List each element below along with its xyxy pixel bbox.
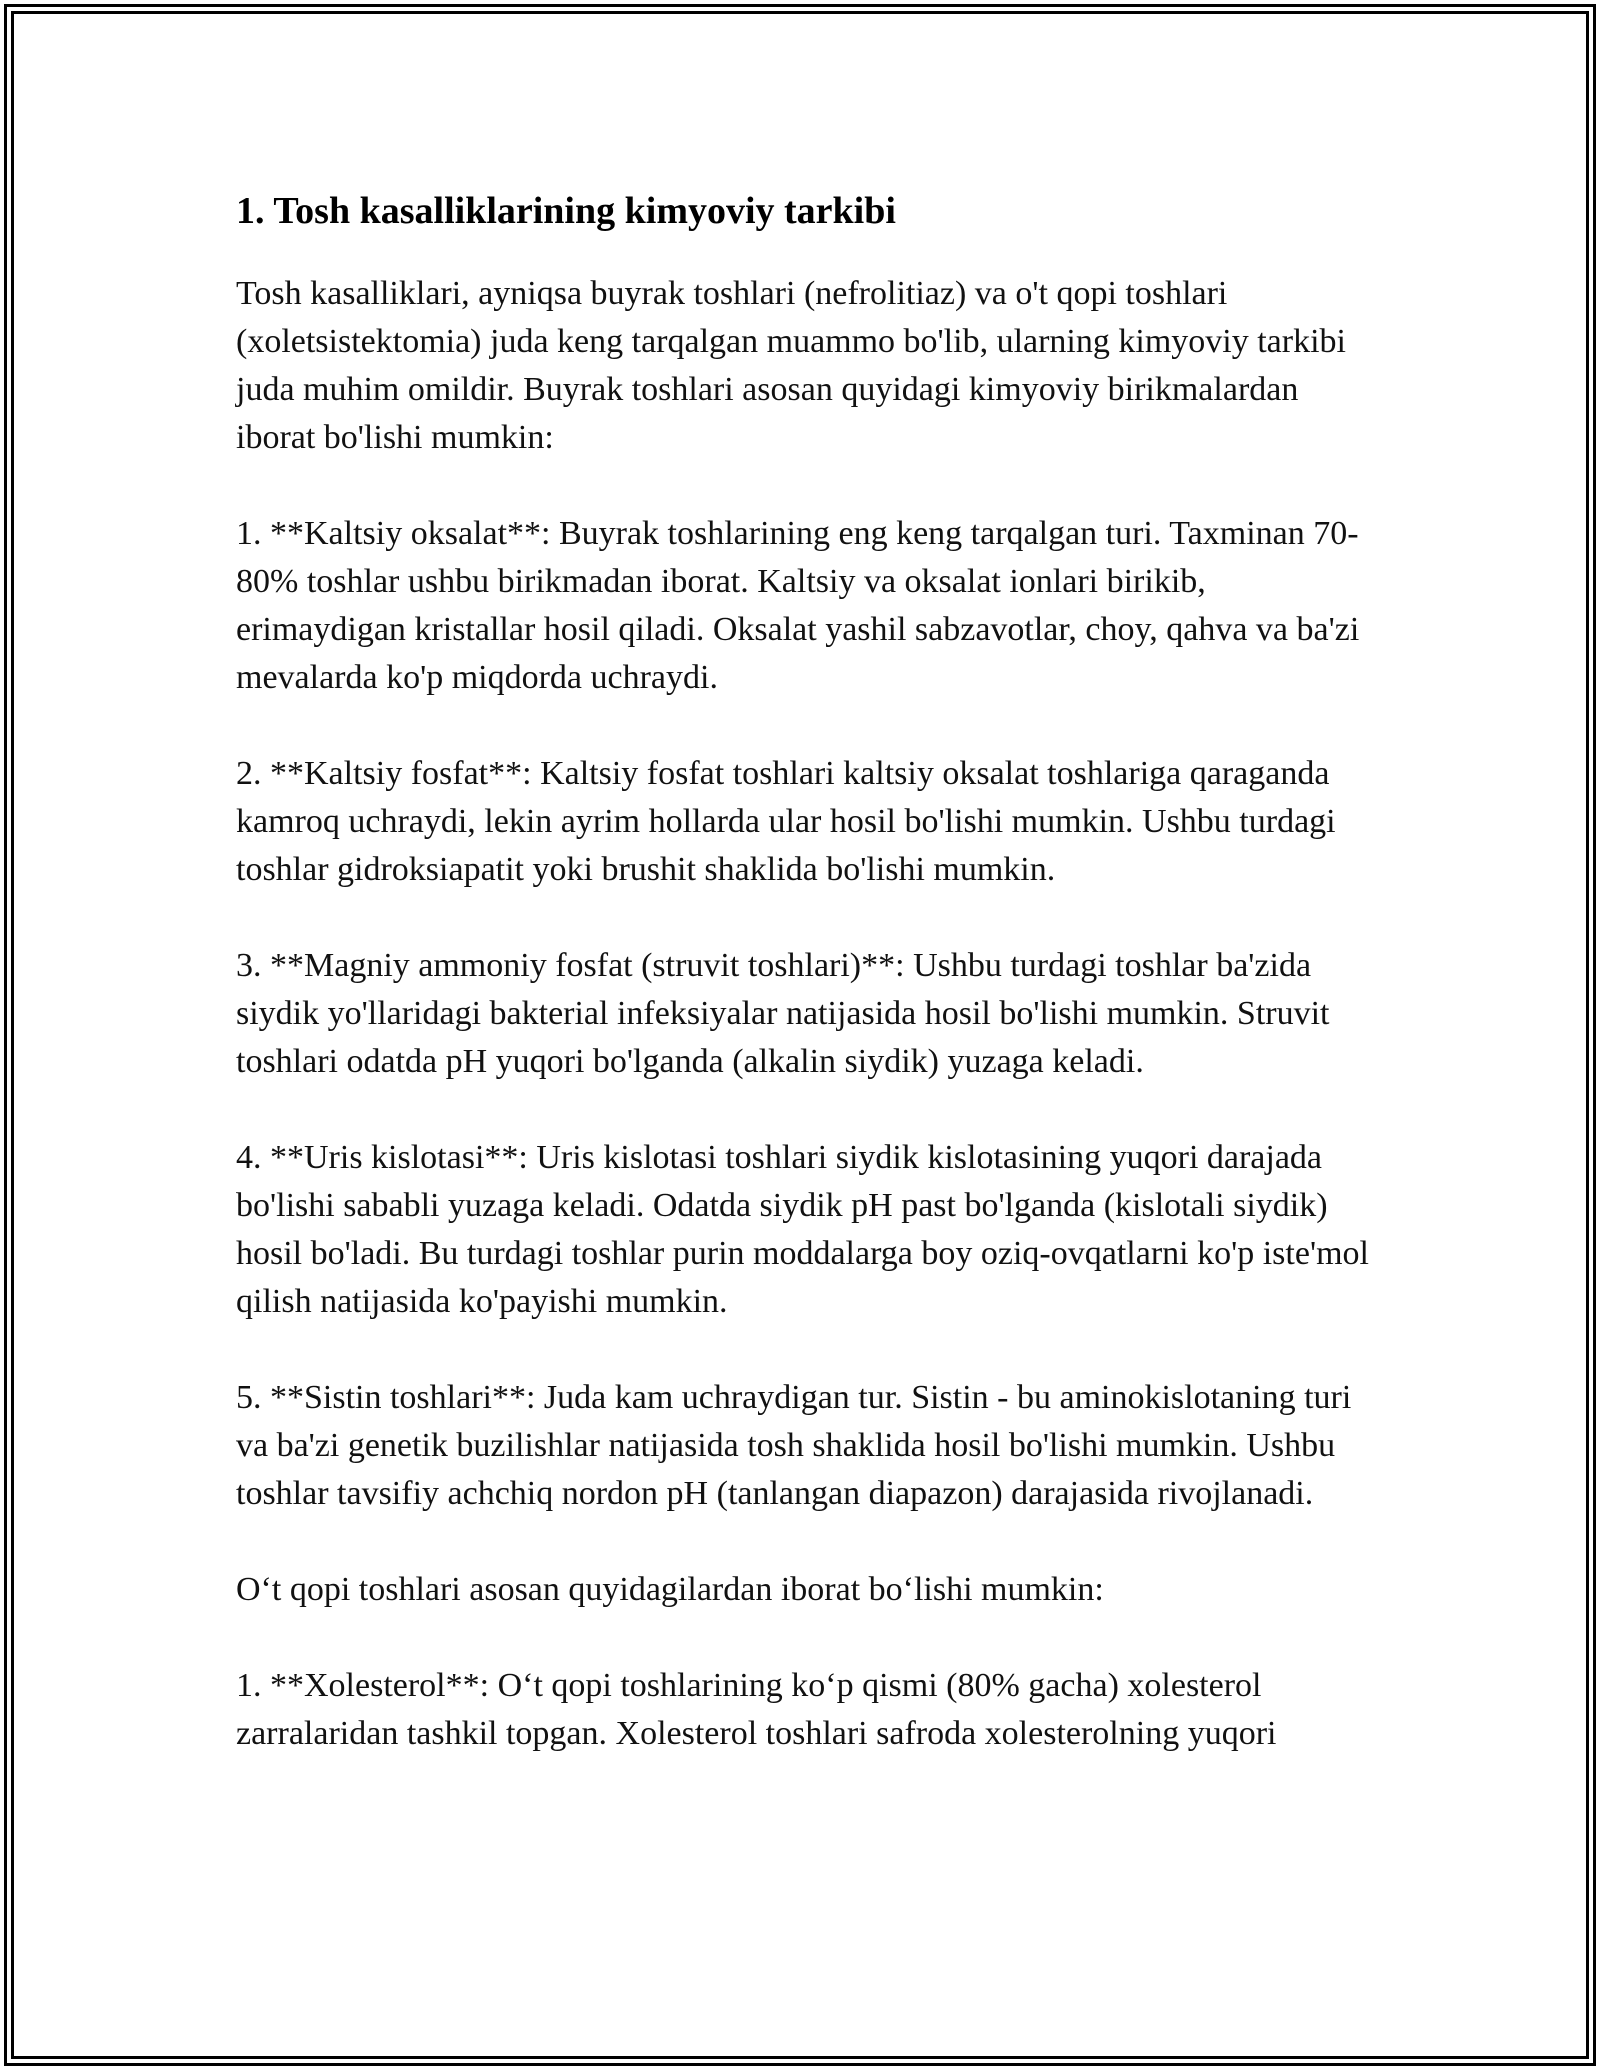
document-body — [236, 186, 1376, 1806]
kidney-stone-item-calcium-phosphate: 2. **Kaltsiy fosfat**: Kaltsiy fosfat toshlari kaltsiy oksalat toshlariga qaraganda kamroq uchraydi, lekin ayrim hollarda ular hosil bo'lishi mumkin. Ushbu turdagi toshlar gidroksiapatit yoki brushit shaklida bo'lishi mumkin. — [236, 755, 1336, 888]
section-heading: 1. Tosh kasalliklarining kimyoviy tarkibi — [236, 190, 896, 232]
gallstone-item-cholesterol: 1. **Xolesterol**: O‘t qopi toshlarining ko‘p qismi (80% gacha) xolesterol zarralaridan tashkil topgan. Xolesterol toshlari safroda xolesterolning yuqori — [236, 1667, 1277, 1752]
kidney-stone-item-struvite: 3. **Magniy ammoniy fosfat (struvit toshlari)**: Ushbu turdagi toshlar ba'zida siydik yo'llaridagi bakterial infeksiyalar natijasida hosil bo'lishi mumkin. Struvit toshlari odatda pH yuqori bo'lganda (alkalin siydik) yuzaga keladi. — [236, 947, 1330, 1080]
intro-paragraph: Tosh kasalliklari, ayniqsa buyrak toshlari (nefrolitiaz) va o't qopi toshlari (xoletsistektomia) juda keng tarqalgan muammo bo'lib, ularning kimyoviy tarkibi juda muhim omildir. Buyrak toshlari asosan quyidagi kimyoviy birikmalardan iborat bo'lishi mumkin: — [236, 275, 1346, 456]
kidney-stone-item-uric-acid: 4. **Uris kislotasi**: Uris kislotasi toshlari siydik kislotasining yuqori darajada bo'lishi sababli yuzaga keladi. Odatda siydik pH past bo'lganda (kislotali siydik) hosil bo'ladi. Bu turdagi toshlar purin moddalarga boy oziq-ovqatlarni ko'p iste'mol qilish natijasida ko'payishi mumkin. — [236, 1139, 1369, 1320]
kidney-stone-item-calcium-oxalate: 1. **Kaltsiy oksalat**: Buyrak toshlarining eng keng tarqalgan turi. Taxminan 70-80% toshlar ushbu birikmadan iborat. Kaltsiy va oksalat ionlari birikib, erimaydigan kristallar hosil qiladi. Oksalat yashil sabzavotlar, choy, qahva va ba'zi mevalarda ko'p miqdorda uchraydi. — [236, 515, 1360, 696]
kidney-stone-item-cystine: 5. **Sistin toshlari**: Juda kam uchraydigan tur. Sistin - bu aminokislotaning turi va ba'zi genetik buzilishlar natijasida tosh shaklida hosil bo'lishi mumkin. Ushbu toshlar tavsifiy achchiq nordon pH (tanlangan diapazon) darajasida rivojlanadi. — [236, 1379, 1352, 1512]
gallstone-intro-paragraph: O‘t qopi toshlari asosan quyidagilardan iborat bo‘lishi mumkin: — [236, 1571, 1104, 1608]
